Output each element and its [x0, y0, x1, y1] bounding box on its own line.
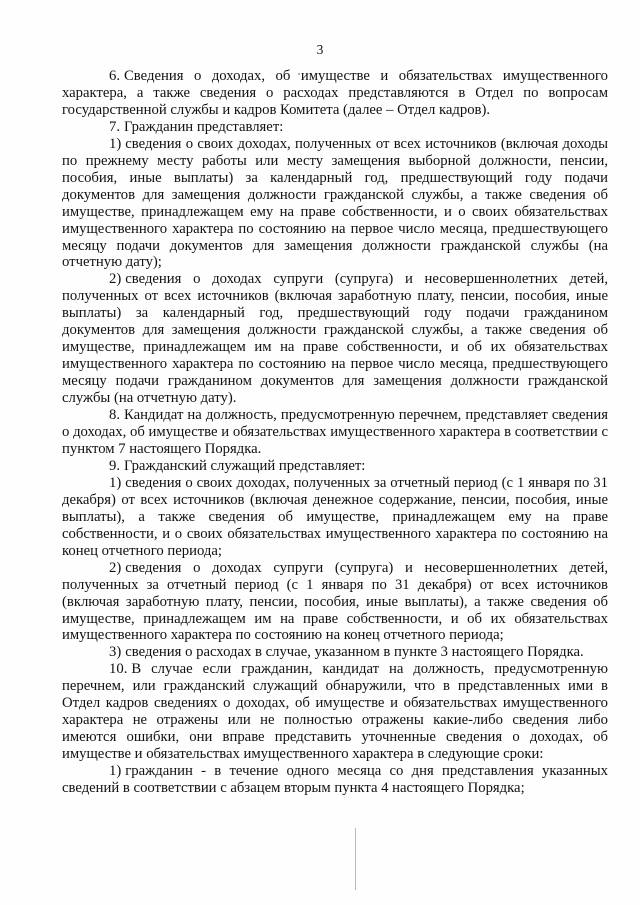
- paragraph-text: сведения о доходах супруги (супруга) и несовершеннолетних детей, полученных за отчетный период (с 1 января по 31 декабря) от всех источников (включая заработную плату, пенсии, пособия, иные выплаты), а также сведения об имуществе, принадлежащем им на праве собственности, и об их обязательствах имущественного характера по состоянию на конец отчетного периода;: [62, 559, 608, 644]
- paragraph-9-2: [62, 560, 608, 645]
- paragraph-8: [62, 407, 608, 458]
- page-number: 3: [316, 42, 324, 57]
- paragraph-9-1: [62, 475, 608, 560]
- paragraph-text: сведения о своих доходах, полученных за отчетный период (с 1 января по 31 декабря) от всех источников (включая денежное содержание, пенсии, пособия, иные выплаты), а также сведения об имуществе, принадлежащем ему на праве собственности, и о своих обязательствах имущественного характера по состоянию на конец отчетного периода;: [62, 474, 608, 559]
- paragraph-number: 6.: [109, 68, 121, 84]
- paragraph-text: сведения о доходах супруги (супруга) и несовершеннолетних детей, полученных от всех источников (включая заработную плату, пенсии, пособия, иные выплаты) за календарный год, предшествующий году подачи гражданином документов для замещения должности гражданской службы, а также сведения об имуществе, принадлежащем им на праве собственности, и об их обязательствах имущественного характера по состоянию на первое число месяца, предшествующего месяцу подачи гражданином документов для замещения должности гражданской службы (на отчетную дату).: [62, 271, 608, 407]
- document-body: [62, 68, 608, 797]
- paragraph-text: гражданин - в течение одного месяца со дня представления указанных сведений в соответствии с абзацем вторым пункта 4 настоящего Порядка;: [62, 763, 608, 797]
- paragraph-number: 1): [109, 135, 122, 152]
- paragraph-text: В случае если гражданин, кандидат на должность, предусмотренную перечнем, или гражданский служащий обнаружили, что в представленных ими в Отдел кадров сведениях о доходах, об имуществе и обязательствах имущественного характера не отражены или не полностью отражены какие-либо сведения либо имеются ошибки, они вправе представить уточненные сведения о доходах, об имуществе и обязательствах имущественного характера в следующие сроки:: [62, 661, 608, 763]
- paragraph-text: Гражданский служащий представляет:: [124, 457, 366, 474]
- paragraph-number: 2): [109, 559, 122, 576]
- paragraph-text: Гражданин представляет:: [124, 118, 284, 135]
- paragraph-7-2: [62, 271, 608, 407]
- paragraph-text: Кандидат на должность, предусмотренную перечнем, представляет сведения о доходах, об имуществе и обязательствах имущественного характера в соответствии с пунктом 7 настоящего Порядка.: [62, 407, 608, 457]
- paragraph-text: сведения о своих доходах, полученных от всех источников (включая доходы по прежнему месту работы или месту замещения выборной должности, пенсии, пособия, иные выплаты) за календарный год, предшествующий году подачи документов для замещения должности гражданской службы, а также сведения об имуществе, принадлежащем ему на праве собственности, и о своих обязательствах имущественного характера по состоянию на первое число месяца, предшествующего месяцу подачи документов для замещения должности гражданской службы (на отчетную дату);: [62, 135, 608, 271]
- paragraph-7: [62, 119, 608, 136]
- paragraph-number: 9.: [109, 457, 121, 474]
- paragraph-number: 1): [109, 474, 122, 491]
- paragraph-text: сведения о расходах в случае, указанном в пункте 3 настоящего Порядка.: [125, 644, 584, 661]
- paragraph-9-3: [62, 644, 608, 661]
- paragraph-number: 10.: [109, 661, 128, 678]
- paragraph-number: 8.: [109, 407, 121, 424]
- paragraph-9: [62, 458, 608, 475]
- paragraph-6: [62, 68, 608, 119]
- paragraph-number: 2): [109, 271, 122, 288]
- paragraph-7-1: [62, 136, 608, 272]
- paragraph-10-1: [62, 763, 608, 797]
- paragraph-text: Сведения о доходах, об имуществе и обязательствах имущественного характера, а также сведения о расходах представляются в Отдел по вопросам государственной службы и кадров Комитета (далее – Отдел кадров).: [62, 68, 608, 118]
- paragraph-number: 1): [109, 763, 122, 780]
- scan-artifact-line: [355, 828, 356, 890]
- paragraph-10: [62, 661, 608, 763]
- paragraph-number: 3): [109, 644, 122, 661]
- paragraph-number: 7.: [109, 118, 121, 135]
